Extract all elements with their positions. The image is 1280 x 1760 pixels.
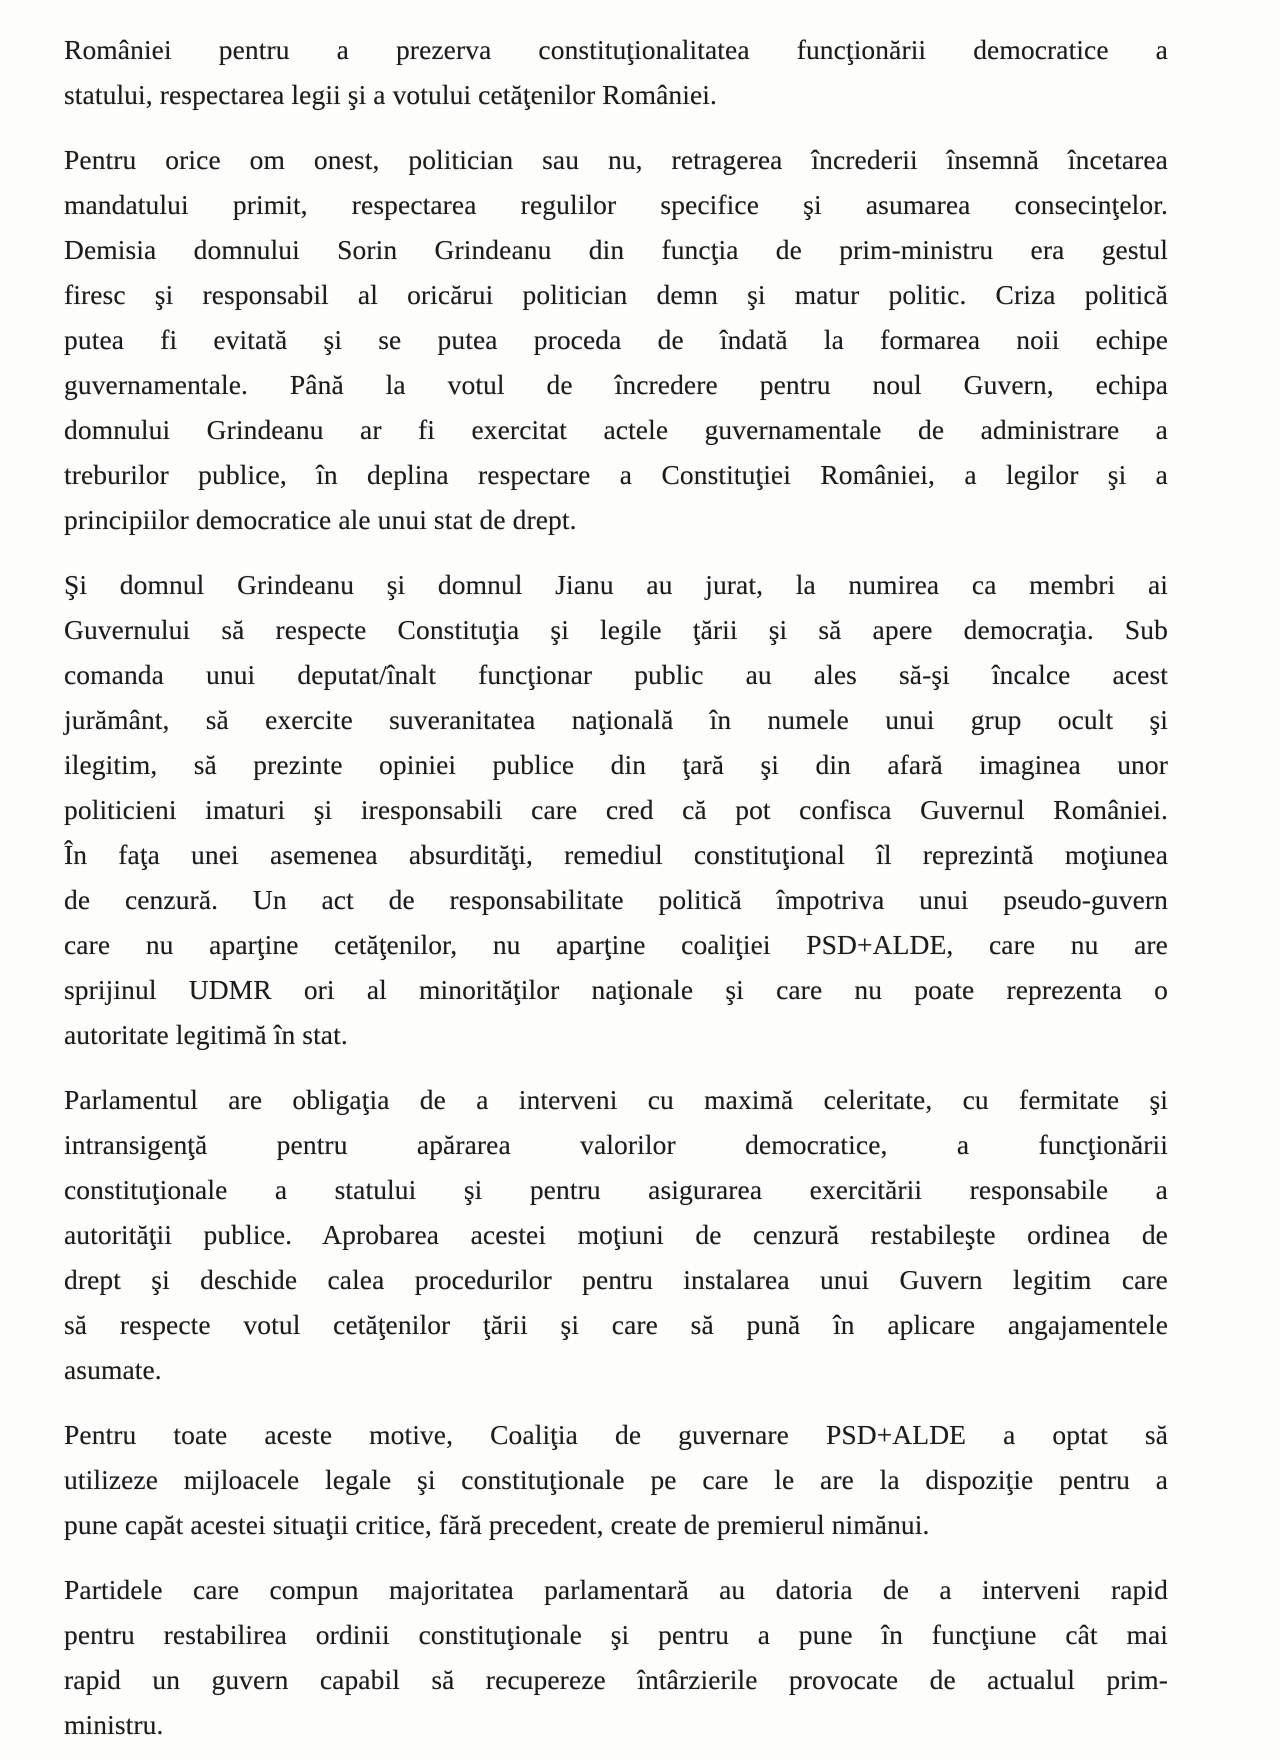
text-line: Partidele care compun majoritatea parlamentară au datoria de a interveni rapid — [64, 1574, 1168, 1605]
document-body — [64, 27, 1168, 1747]
text-line: Pentru orice om onest, politician sau nu, retragerea încrederii însemnă încetarea — [64, 144, 1168, 175]
paragraph — [64, 137, 1168, 542]
text-line: Şi domnul Grindeanu şi domnul Jianu au jurat, la numirea ca membri ai — [64, 569, 1168, 600]
text-line: autoritate legitimă în stat. — [64, 1019, 348, 1050]
text-line: autorităţii publice. Aprobarea acestei moţiuni de cenzură restabileşte ordinea de — [64, 1219, 1168, 1250]
text-line: domnului Grindeanu ar fi exercitat actele guvernamentale de administrare a — [64, 414, 1168, 445]
text-line: să respecte votul cetăţenilor ţării şi care să pună în aplicare angajamentele — [64, 1309, 1168, 1340]
text-line: politicieni imaturi şi iresponsabili care cred că pot confisca Guvernul României. — [64, 794, 1168, 825]
text-line: guvernamentale. Până la votul de încredere pentru noul Guvern, echipa — [64, 369, 1168, 400]
paragraph — [64, 1077, 1168, 1392]
text-line: constituţionale a statului şi pentru asigurarea exercitării responsabile a — [64, 1174, 1168, 1205]
text-line: mandatului primit, respectarea regulilor specifice şi asumarea consecinţelor. — [64, 189, 1168, 220]
text-line: jurământ, să exercite suveranitatea naţională în numele unui grup ocult şi — [64, 704, 1168, 735]
text-line: Parlamentul are obligaţia de a interveni cu maximă celeritate, cu fermitate şi — [64, 1084, 1168, 1115]
text-line: pentru restabilirea ordinii constituţionale şi pentru a pune în funcţiune cât mai — [64, 1619, 1168, 1650]
text-line: pune capăt acestei situaţii critice, fără precedent, create de premierul nimănui. — [64, 1509, 930, 1540]
text-line: statului, respectarea legii şi a votului cetăţenilor României. — [64, 79, 717, 110]
text-line: intransigenţă pentru apărarea valorilor democratice, a funcţionării — [64, 1129, 1168, 1160]
paragraph — [64, 1412, 1168, 1547]
text-line: treburilor publice, în deplina respectare a Constituţiei României, a legilor şi a — [64, 459, 1168, 490]
text-line: Pentru toate aceste motive, Coaliţia de guvernare PSD+ALDE a optat să — [64, 1419, 1168, 1450]
text-line: de cenzură. Un act de responsabilitate politică împotriva unui pseudo-guvern — [64, 884, 1168, 915]
text-line: utilizeze mijloacele legale şi constituţionale pe care le are la dispoziţie pentru a — [64, 1464, 1168, 1495]
text-line: rapid un guvern capabil să recupereze întârzierile provocate de actualul prim- — [64, 1664, 1168, 1695]
paragraph — [64, 1567, 1168, 1747]
text-line: firesc şi responsabil al oricărui politician demn şi matur politic. Criza politică — [64, 279, 1168, 310]
text-line: putea fi evitată şi se putea proceda de îndată la formarea noii echipe — [64, 324, 1168, 355]
text-line: principiilor democratice ale unui stat de drept. — [64, 504, 577, 535]
text-line: care nu aparţine cetăţenilor, nu aparţine coaliţiei PSD+ALDE, care nu are — [64, 929, 1168, 960]
text-line: ilegitim, să prezinte opiniei publice din ţară şi din afară imaginea unor — [64, 749, 1168, 780]
text-line: În faţa unei asemenea absurdităţi, remediul constituţional îl reprezintă moţiunea — [64, 839, 1168, 870]
text-line: comanda unui deputat/înalt funcţionar public au ales să-şi încalce acest — [64, 659, 1168, 690]
text-line: drept şi deschide calea procedurilor pentru instalarea unui Guvern legitim care — [64, 1264, 1168, 1295]
text-line: sprijinul UDMR ori al minorităţilor naţionale şi care nu poate reprezenta o — [64, 974, 1168, 1005]
paragraph — [64, 562, 1168, 1057]
paragraph — [64, 27, 1168, 117]
text-line: ministru. — [64, 1709, 164, 1740]
text-line: Demisia domnului Sorin Grindeanu din funcţia de prim-ministru era gestul — [64, 234, 1168, 265]
text-line: României pentru a prezerva constituţionalitatea funcţionării democratice a — [64, 34, 1168, 65]
text-line: Guvernului să respecte Constituţia şi legile ţării şi să apere democraţia. Sub — [64, 614, 1168, 645]
text-line: asumate. — [64, 1354, 162, 1385]
